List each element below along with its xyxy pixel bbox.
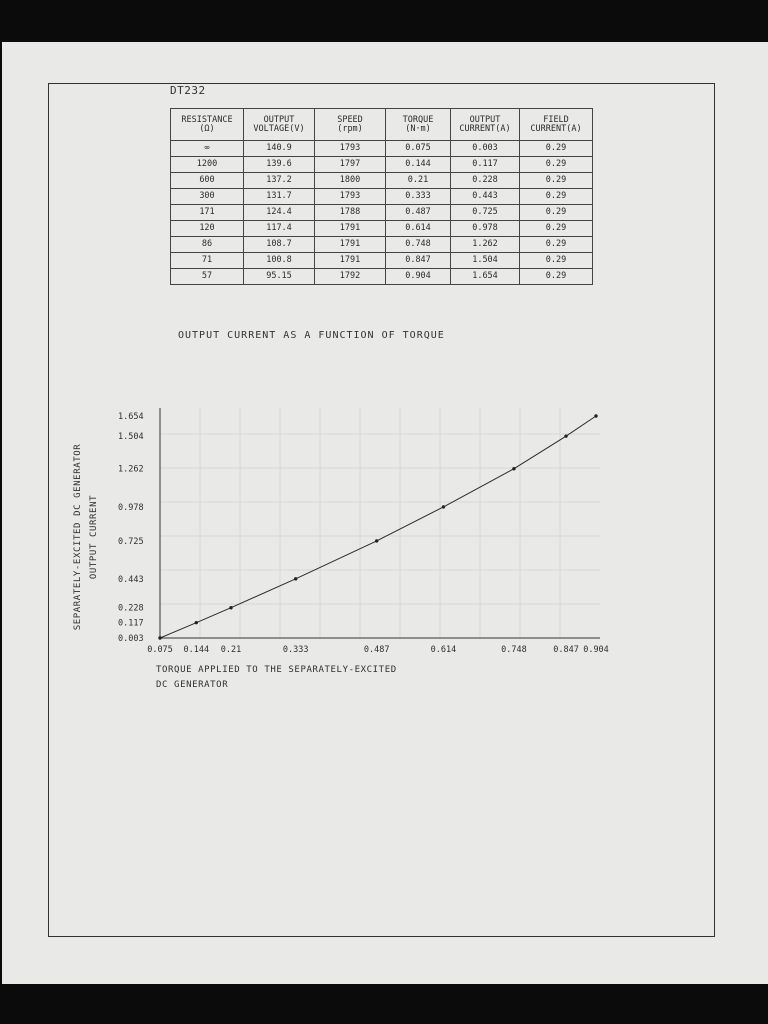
header-torque: TORQUE (N·m) <box>386 109 451 141</box>
header-resistance: RESISTANCE (Ω) <box>171 109 244 141</box>
x-tick-label: 0.904 <box>583 645 609 655</box>
table-cell: 0.333 <box>386 189 451 205</box>
data-point <box>564 434 567 437</box>
y-tick-label: 0.003 <box>118 634 144 644</box>
y-axis-label: SEPARATELY-EXCITED DC GENERATOR <box>73 443 83 631</box>
table-cell: 1200 <box>171 157 244 173</box>
y-tick-label: 1.262 <box>118 464 144 475</box>
table-cell: 1.654 <box>451 269 520 285</box>
y-tick-label: 0.117 <box>118 618 144 629</box>
data-point <box>229 606 232 609</box>
table-cell: 86 <box>171 237 244 253</box>
table-cell: ∞ <box>171 141 244 157</box>
y-tick-label: 0.978 <box>118 502 144 513</box>
data-point <box>158 636 161 639</box>
data-point <box>195 621 198 624</box>
table-cell: 0.29 <box>520 157 593 173</box>
x-tick-label: 0.847 <box>553 645 579 655</box>
y-tick-label: 0.725 <box>118 536 144 547</box>
table-cell: 1797 <box>315 157 386 173</box>
table-cell: 0.748 <box>386 237 451 253</box>
table-cell: 0.29 <box>520 173 593 189</box>
table-cell: 0.21 <box>386 173 451 189</box>
table-cell: 124.4 <box>244 205 315 221</box>
table-cell: 100.8 <box>244 253 315 269</box>
table-cell: 1793 <box>315 189 386 205</box>
table-cell: 0.847 <box>386 253 451 269</box>
table-cell: 0.003 <box>451 141 520 157</box>
x-tick-label: 0.487 <box>363 645 390 655</box>
table-cell: 1800 <box>315 173 386 189</box>
x-axis-label: DC GENERATOR <box>156 680 229 690</box>
table-cell: 120 <box>171 221 244 237</box>
table-cell: 95.15 <box>244 269 315 285</box>
data-point <box>512 467 515 470</box>
table-cell: 1792 <box>315 269 386 285</box>
table-cell: 171 <box>171 205 244 221</box>
data-point <box>294 577 297 580</box>
table-cell: 0.443 <box>451 189 520 205</box>
y-tick-label: 1.504 <box>118 432 144 443</box>
table-cell: 0.29 <box>520 189 593 205</box>
x-tick-label: 0.614 <box>430 645 457 655</box>
table-cell: 1791 <box>315 237 386 253</box>
x-tick-label: 0.144 <box>183 645 210 655</box>
x-tick-label: 0.075 <box>147 645 173 655</box>
table-cell: 0.144 <box>386 157 451 173</box>
sheet-label: DT232 <box>170 84 206 97</box>
table-cell: 0.29 <box>520 221 593 237</box>
x-axis-label: TORQUE APPLIED TO THE SEPARATELY-EXCITED <box>156 665 397 675</box>
table-cell: 0.29 <box>520 237 593 253</box>
table-cell: 1791 <box>315 253 386 269</box>
table-cell: 137.2 <box>244 173 315 189</box>
table-cell: 139.6 <box>244 157 315 173</box>
table-cell: 0.487 <box>386 205 451 221</box>
x-tick-label: 0.21 <box>220 645 242 655</box>
table-cell: 0.29 <box>520 141 593 157</box>
table-cell: 0.725 <box>451 205 520 221</box>
table-cell: 1793 <box>315 141 386 157</box>
chart-title: OUTPUT CURRENT AS A FUNCTION OF TORQUE <box>178 330 445 341</box>
table-cell: 1788 <box>315 205 386 221</box>
y-tick-label: 1.654 <box>118 412 144 422</box>
table-cell: 300 <box>171 189 244 205</box>
table-cell: 1791 <box>315 221 386 237</box>
table-cell: 600 <box>171 173 244 189</box>
table-cell: 0.29 <box>520 253 593 269</box>
header-output-current: OUTPUT CURRENT(A) <box>451 109 520 141</box>
table-cell: 0.614 <box>386 221 451 237</box>
table-cell: 0.228 <box>451 173 520 189</box>
table-cell: 0.117 <box>451 157 520 173</box>
table-cell: 0.29 <box>520 205 593 221</box>
header-speed: SPEED (rpm) <box>315 109 386 141</box>
table-cell: 131.7 <box>244 189 315 205</box>
header-field-current: FIELD CURRENT(A) <box>520 109 593 141</box>
table-cell: 71 <box>171 253 244 269</box>
series-line <box>160 416 596 638</box>
data-point <box>442 505 445 508</box>
header-output-voltage: OUTPUT VOLTAGE(V) <box>244 109 315 141</box>
table-cell: 1.262 <box>451 237 520 253</box>
table-cell: 117.4 <box>244 221 315 237</box>
table-cell: 0.904 <box>386 269 451 285</box>
table-cell: 1.504 <box>451 253 520 269</box>
table-cell: 0.29 <box>520 269 593 285</box>
x-tick-label: 0.748 <box>501 645 527 655</box>
y-tick-label: 0.443 <box>118 574 144 585</box>
data-point <box>375 539 378 542</box>
table-cell: 140.9 <box>244 141 315 157</box>
data-point <box>594 414 597 417</box>
y-tick-label: 0.228 <box>118 603 144 614</box>
table-cell: 0.075 <box>386 141 451 157</box>
x-tick-label: 0.333 <box>282 645 309 655</box>
table-cell: 0.978 <box>451 221 520 237</box>
table-cell: 108.7 <box>244 237 315 253</box>
y-axis-label: OUTPUT CURRENT <box>89 494 99 580</box>
table-cell: 57 <box>171 269 244 285</box>
